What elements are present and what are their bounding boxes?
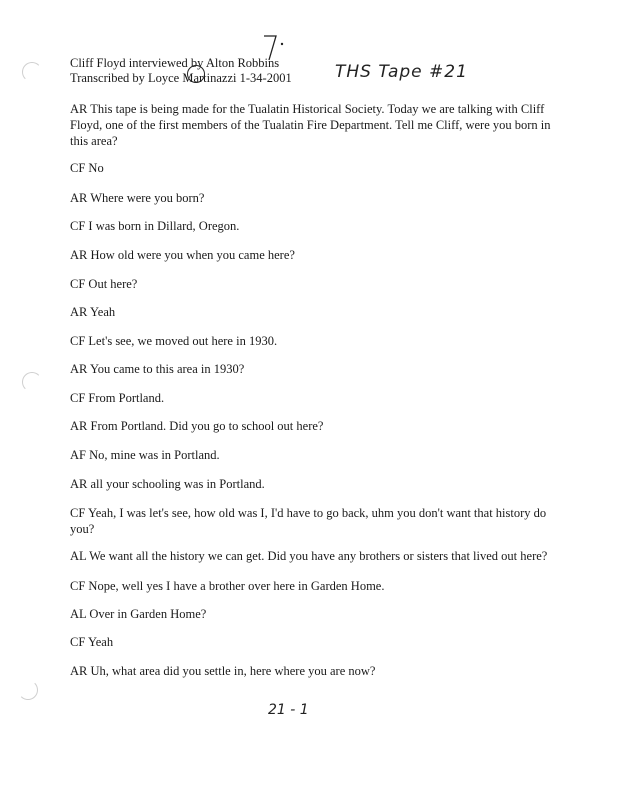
handwritten-tape-id: THS Tape #21	[335, 62, 468, 82]
handwritten-mark	[258, 30, 288, 66]
transcript-line: AR all your schooling was in Portland.	[70, 477, 265, 491]
transcript-line: CF Nope, well yes I have a brother over here in Garden Home.	[70, 579, 385, 593]
transcript-line: AF No, mine was in Portland.	[70, 448, 220, 462]
punch-hole-mark	[22, 372, 42, 392]
transcript-line: CF Let's see, we moved out here in 1930.	[70, 334, 278, 348]
transcript-line: AL Over in Garden Home?	[70, 607, 207, 621]
transcription-credit: Transcribed by Loyce Martinazzi 1-34-2001	[70, 71, 292, 85]
transcript-line: CF Out here?	[70, 277, 138, 291]
transcript-line: AR Yeah	[70, 305, 116, 319]
transcript-line: CF Yeah, I was let's see, how old was I, I'd have to go back, uhm you don't want that history do you?	[70, 506, 547, 536]
transcript-line: CF From Portland.	[70, 391, 165, 405]
transcript-line: AR This tape is being made for the Tualatin Historical Society. Today we are talking with Cliff Floyd, one of the first members of the Tualatin Fire Department. Tell me Cliff, were you born in this area?	[70, 102, 551, 148]
interview-credit: Cliff Floyd interviewed by Alton Robbins	[70, 56, 280, 70]
transcript-line: AR Uh, what area did you settle in, here where you are now?	[70, 664, 376, 678]
transcript-line: AL We want all the history we can get. Did you have any brothers or sisters that lived out here?	[70, 549, 548, 563]
transcript-line: AR You came to this area in 1930?	[70, 362, 245, 376]
punch-hole-mark	[18, 680, 38, 700]
handwritten-page-number: 21 - 1	[268, 702, 309, 718]
punch-hole-mark	[22, 62, 42, 82]
transcript-line: AR From Portland. Did you go to school out here?	[70, 419, 324, 433]
transcript-line: CF No	[70, 161, 104, 175]
transcript-line: CF I was born in Dillard, Oregon.	[70, 219, 240, 233]
transcript-line: AR How old were you when you came here?	[70, 248, 295, 262]
transcript-line: AR Where were you born?	[70, 191, 205, 205]
transcript-line: CF Yeah	[70, 635, 114, 649]
handwritten-circle-mark	[187, 65, 205, 83]
